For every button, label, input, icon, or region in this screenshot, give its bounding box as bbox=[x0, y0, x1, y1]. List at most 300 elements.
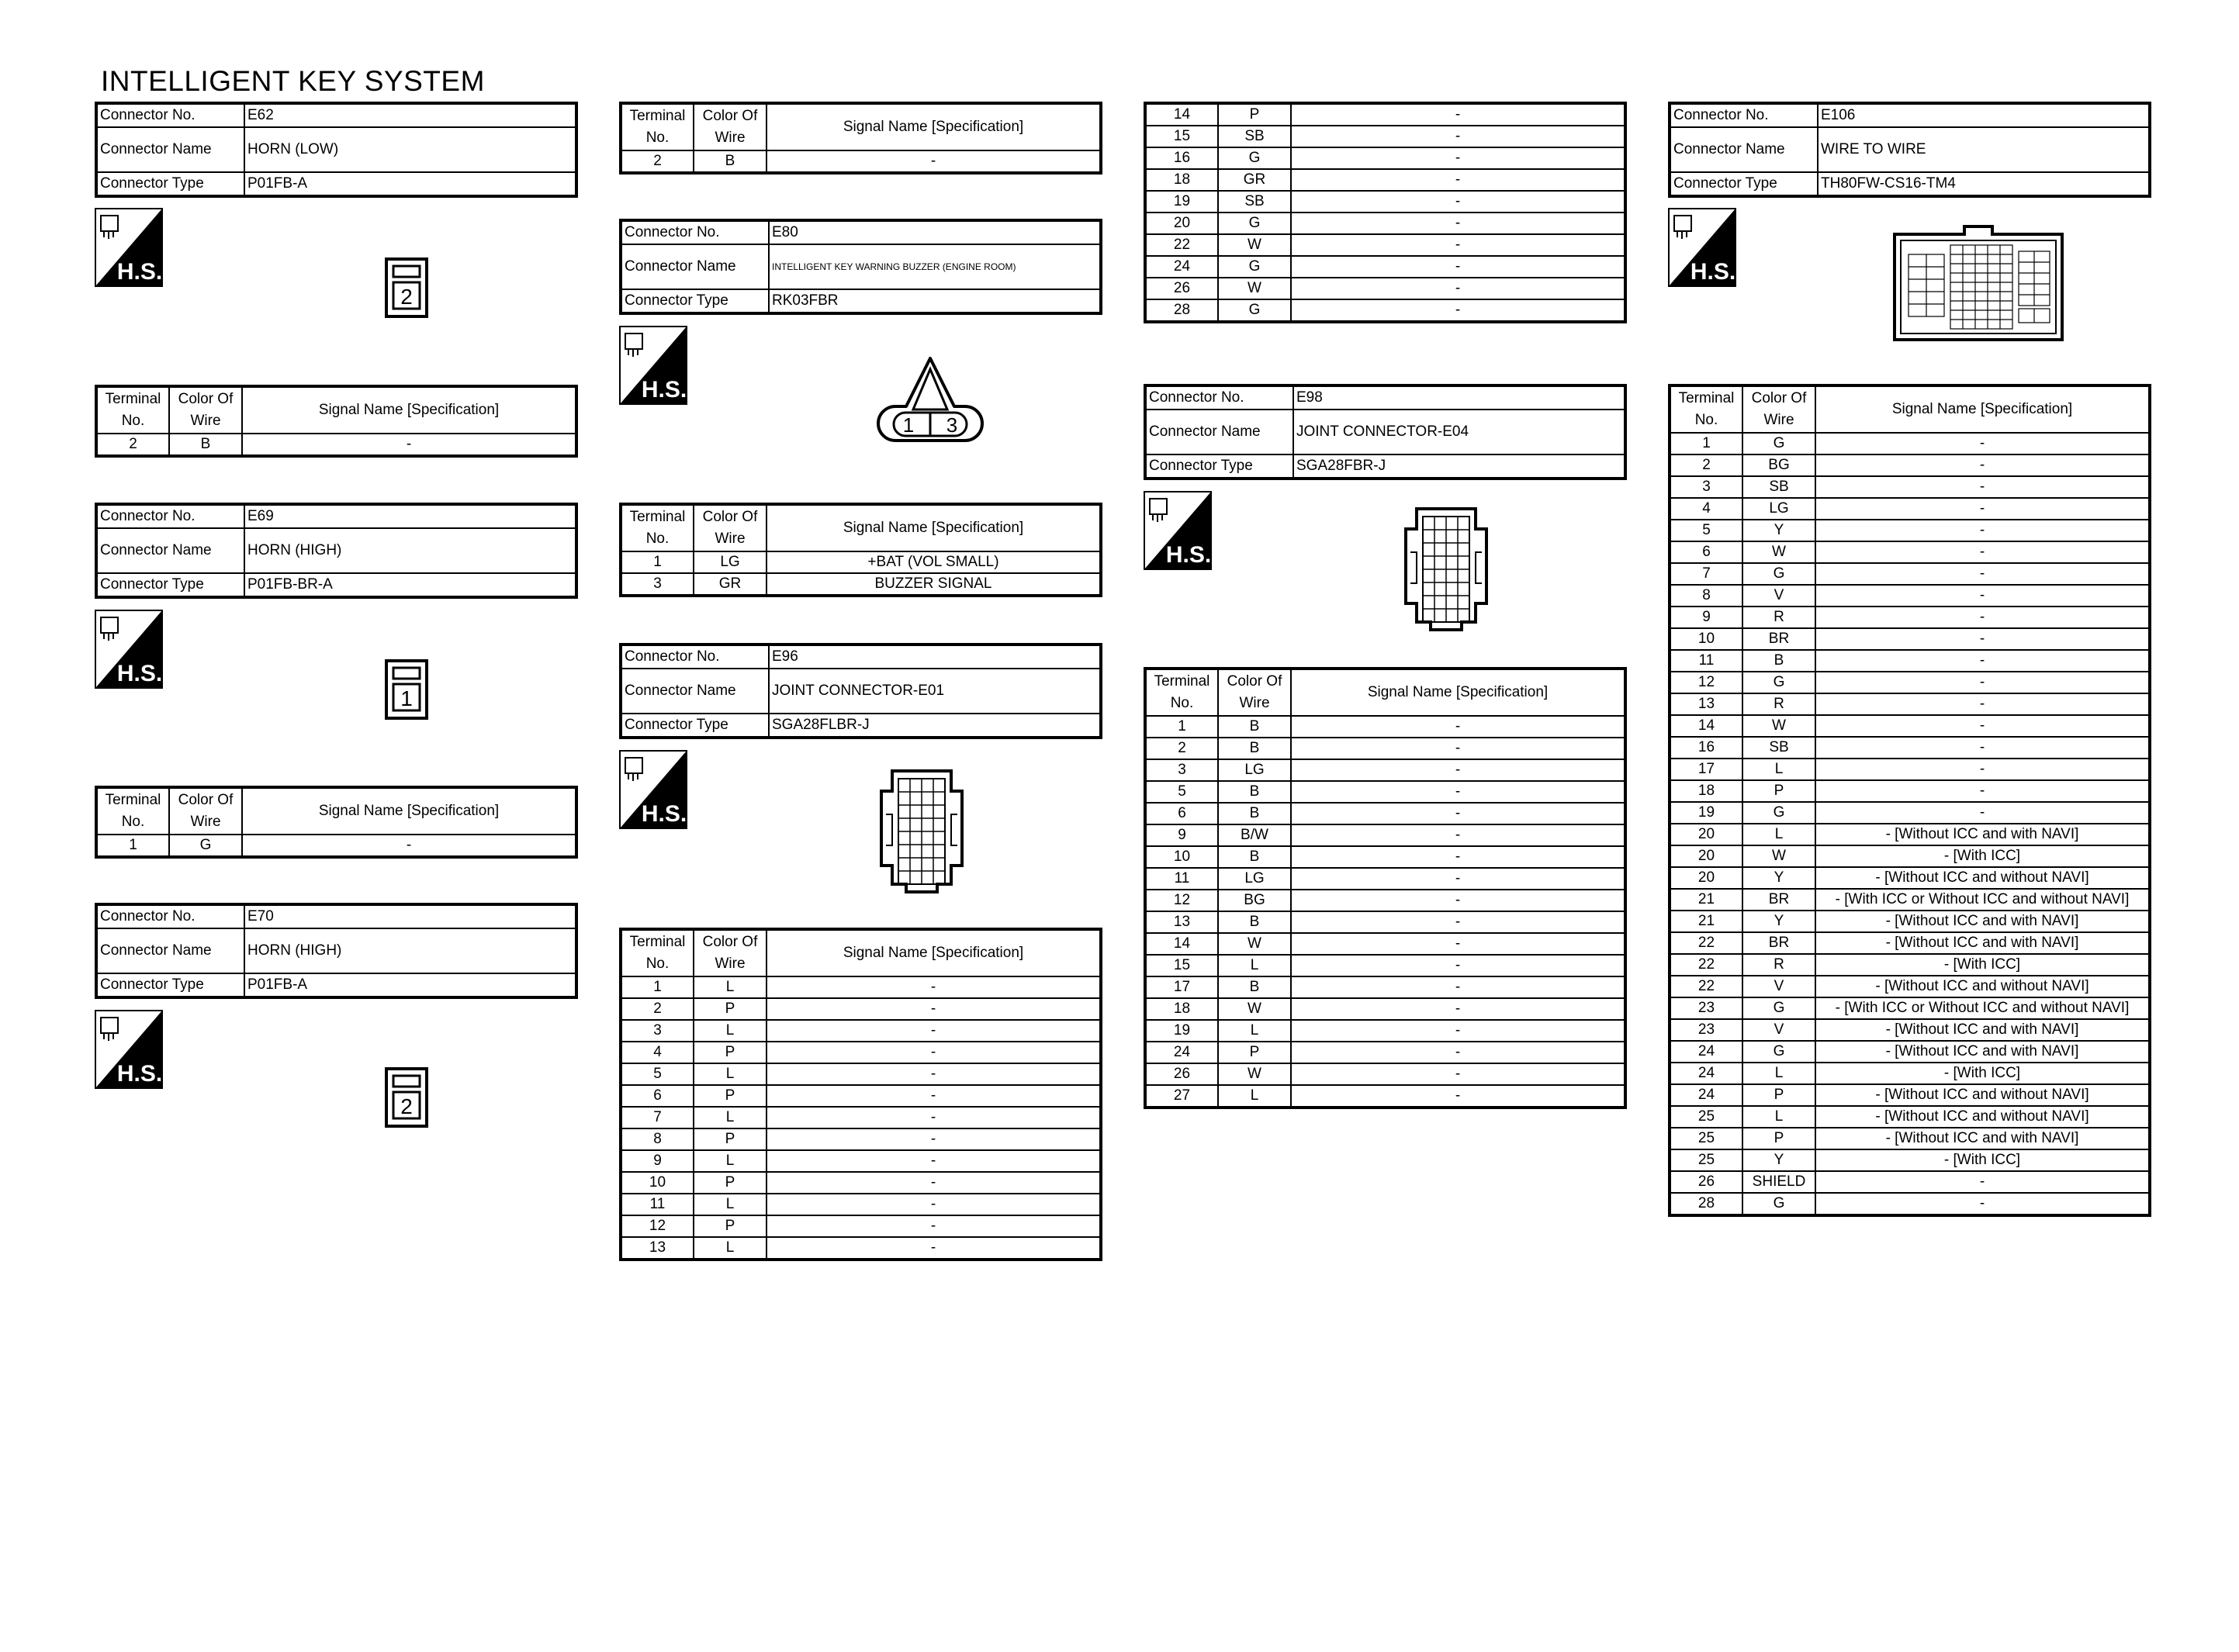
terminal-no-cell: 16 bbox=[1670, 737, 1742, 759]
terminal-no-cell: 2 bbox=[1145, 738, 1218, 759]
connector-e62-face bbox=[385, 257, 428, 322]
table-row bbox=[1670, 498, 2150, 520]
terminal-no-cell: 6 bbox=[1670, 541, 1742, 563]
wire-color-cell: SHIELD bbox=[1742, 1171, 1815, 1193]
signal-name-cell: - bbox=[1291, 147, 1625, 169]
terminal-no-cell: 6 bbox=[1145, 803, 1218, 824]
wire-color-cell: SB bbox=[1742, 476, 1815, 498]
wire-color-cell: P bbox=[694, 1042, 767, 1063]
wire-color-cell: LG bbox=[1218, 759, 1291, 781]
table-row bbox=[1670, 476, 2150, 498]
table-row bbox=[1145, 955, 1625, 976]
wire-color-cell: L bbox=[694, 1194, 767, 1215]
signal-name-cell: - bbox=[1291, 299, 1625, 322]
table-row bbox=[1145, 911, 1625, 933]
table-row bbox=[96, 835, 576, 857]
connector-name-value: HORN (LOW) bbox=[244, 127, 576, 172]
terminal-no-cell: 15 bbox=[1145, 955, 1218, 976]
connector-name-value: JOINT CONNECTOR-E01 bbox=[769, 669, 1101, 714]
terminal-no-cell: 22 bbox=[1145, 234, 1218, 256]
col-signal: Signal Name [Specification] bbox=[242, 386, 576, 434]
wire-color-cell: LG bbox=[694, 551, 767, 573]
wire-color-cell: B bbox=[1742, 650, 1815, 672]
wire-color-cell: W bbox=[1218, 1063, 1291, 1085]
signal-name-cell: - bbox=[1291, 955, 1625, 976]
terminal-table-e98 bbox=[1144, 667, 1627, 1109]
table-row bbox=[1145, 1085, 1625, 1108]
signal-name-cell: - bbox=[1291, 256, 1625, 278]
wire-color-cell: P bbox=[694, 1128, 767, 1150]
table-row bbox=[621, 1194, 1101, 1215]
table-row bbox=[1670, 520, 2150, 541]
wire-color-cell: R bbox=[1742, 693, 1815, 715]
table-row bbox=[1145, 256, 1625, 278]
terminal-no-cell: 20 bbox=[1145, 213, 1218, 234]
connector-e106-info bbox=[1668, 102, 2151, 198]
terminal-no-cell: 5 bbox=[621, 1063, 694, 1085]
terminal-no-cell: 13 bbox=[621, 1237, 694, 1260]
wire-color-cell: B bbox=[1218, 846, 1291, 868]
terminal-no-cell: 2 bbox=[1670, 454, 1742, 476]
signal-name-cell: - [With ICC] bbox=[1815, 954, 2150, 976]
table-row bbox=[1670, 780, 2150, 802]
signal-name-cell: - [Without ICC and without NAVI] bbox=[1815, 976, 2150, 997]
table-row bbox=[1670, 1041, 2150, 1063]
terminal-no-cell: 1 bbox=[621, 551, 694, 573]
signal-name-cell: - bbox=[1815, 1171, 2150, 1193]
col-signal: Signal Name [Specification] bbox=[242, 787, 576, 835]
connector-type-value: TH80FW-CS16-TM4 bbox=[1818, 172, 2150, 196]
table-row bbox=[621, 1172, 1101, 1194]
table-row bbox=[621, 1128, 1101, 1150]
table-row bbox=[1145, 103, 1625, 126]
terminal-no-cell: 19 bbox=[1670, 802, 1742, 824]
table-row bbox=[96, 434, 576, 456]
hs-icon bbox=[95, 208, 163, 287]
signal-name-cell: - bbox=[1291, 781, 1625, 803]
terminal-no-cell: 2 bbox=[621, 998, 694, 1020]
table-row bbox=[1145, 147, 1625, 169]
col-signal: Signal Name [Specification] bbox=[1815, 385, 2150, 433]
col-terminal: Terminal No. bbox=[1670, 385, 1742, 433]
col-terminal: Terminal No. bbox=[96, 386, 169, 434]
terminal-no-cell: 14 bbox=[1145, 103, 1218, 126]
table-row bbox=[1145, 716, 1625, 738]
terminal-no-cell: 19 bbox=[1145, 1020, 1218, 1042]
wire-color-cell: Y bbox=[1742, 520, 1815, 541]
wire-color-cell: P bbox=[1218, 1042, 1291, 1063]
terminal-table-e62 bbox=[95, 385, 578, 458]
signal-name-cell: - bbox=[1815, 498, 2150, 520]
signal-name-cell: - bbox=[767, 1194, 1101, 1215]
connector-type-value: P01FB-BR-A bbox=[244, 573, 576, 597]
col-terminal: Terminal No. bbox=[621, 504, 694, 551]
wire-color-cell: GR bbox=[694, 573, 767, 596]
connector-no-value: E69 bbox=[244, 504, 576, 528]
wire-color-cell: SB bbox=[1218, 126, 1291, 147]
hs-icon bbox=[1668, 208, 1736, 287]
wire-color-cell: Y bbox=[1742, 911, 1815, 932]
connector-e80-info bbox=[619, 219, 1102, 315]
signal-name-cell: - bbox=[242, 434, 576, 456]
terminal-no-cell: 10 bbox=[1145, 846, 1218, 868]
terminal-no-cell: 13 bbox=[1145, 911, 1218, 933]
wire-color-cell: P bbox=[1218, 103, 1291, 126]
table-row bbox=[1145, 890, 1625, 911]
signal-name-cell: - bbox=[1815, 585, 2150, 607]
wire-color-cell: L bbox=[1218, 1085, 1291, 1108]
wire-color-cell: L bbox=[1742, 824, 1815, 845]
wire-color-cell: GR bbox=[1218, 169, 1291, 191]
table-row bbox=[621, 551, 1101, 573]
signal-name-cell: - bbox=[1291, 191, 1625, 213]
table-row bbox=[1670, 802, 2150, 824]
table-row bbox=[621, 976, 1101, 998]
table-row bbox=[1670, 845, 2150, 867]
connector-e69-face bbox=[385, 659, 428, 724]
table-row bbox=[621, 1237, 1101, 1260]
terminal-no-cell: 10 bbox=[1670, 628, 1742, 650]
wire-color-cell: P bbox=[694, 1215, 767, 1237]
col-terminal: Terminal No. bbox=[96, 787, 169, 835]
terminal-no-cell: 5 bbox=[1145, 781, 1218, 803]
wire-color-cell: LG bbox=[1742, 498, 1815, 520]
wire-color-cell: SB bbox=[1218, 191, 1291, 213]
table-row bbox=[1670, 911, 2150, 932]
wire-color-cell: L bbox=[1218, 955, 1291, 976]
terminal-no-cell: 11 bbox=[1670, 650, 1742, 672]
wire-color-cell: SB bbox=[1742, 737, 1815, 759]
col-color: Color Of Wire bbox=[1742, 385, 1815, 433]
signal-name-cell: - bbox=[242, 835, 576, 857]
wire-color-cell: Y bbox=[1742, 1149, 1815, 1171]
terminal-no-cell: 25 bbox=[1670, 1128, 1742, 1149]
wire-color-cell: L bbox=[694, 1020, 767, 1042]
wire-color-cell: L bbox=[1218, 1020, 1291, 1042]
wire-color-cell: G bbox=[169, 835, 242, 857]
signal-name-cell: - bbox=[1815, 476, 2150, 498]
terminal-table-e80 bbox=[619, 503, 1102, 597]
svg-text:3: 3 bbox=[946, 413, 958, 437]
wire-color-cell: B bbox=[169, 434, 242, 456]
signal-name-cell: - bbox=[1815, 433, 2150, 454]
terminal-no-cell: 10 bbox=[621, 1172, 694, 1194]
connector-e96-info bbox=[619, 643, 1102, 739]
table-row bbox=[1670, 889, 2150, 911]
label-connector-type: Connector Type bbox=[96, 573, 244, 597]
label-connector-no: Connector No. bbox=[96, 103, 244, 127]
signal-name-cell: - [Without ICC and with NAVI] bbox=[1815, 932, 2150, 954]
signal-name-cell: - bbox=[1815, 650, 2150, 672]
wire-color-cell: W bbox=[1742, 715, 1815, 737]
wire-color-cell: W bbox=[1742, 541, 1815, 563]
connector-name-value: WIRE TO WIRE bbox=[1818, 127, 2150, 172]
signal-name-cell: - [Without ICC and with NAVI] bbox=[1815, 1019, 2150, 1041]
col-signal: Signal Name [Specification] bbox=[767, 929, 1101, 976]
terminal-no-cell: 17 bbox=[1145, 976, 1218, 998]
table-row bbox=[1670, 976, 2150, 997]
connector-name-value: HORN (HIGH) bbox=[244, 928, 576, 973]
connector-no-value: E80 bbox=[769, 220, 1101, 244]
signal-name-cell: - bbox=[1815, 541, 2150, 563]
signal-name-cell: - bbox=[1815, 780, 2150, 802]
wire-color-cell: L bbox=[694, 976, 767, 998]
signal-name-cell: - [Without ICC and with NAVI] bbox=[1815, 1041, 2150, 1063]
table-row bbox=[1670, 1063, 2150, 1084]
wire-color-cell: LG bbox=[1218, 868, 1291, 890]
col-color: Color Of Wire bbox=[694, 929, 767, 976]
signal-name-cell: - bbox=[1291, 278, 1625, 299]
table-row bbox=[1145, 169, 1625, 191]
table-row bbox=[1145, 299, 1625, 322]
label-connector-type: Connector Type bbox=[621, 714, 769, 738]
signal-name-cell: - bbox=[1291, 234, 1625, 256]
signal-name-cell: - bbox=[1291, 103, 1625, 126]
terminal-no-cell: 25 bbox=[1670, 1106, 1742, 1128]
signal-name-cell: - [With ICC] bbox=[1815, 1149, 2150, 1171]
wire-color-cell: P bbox=[694, 1085, 767, 1107]
signal-name-cell: - bbox=[1291, 126, 1625, 147]
table-row bbox=[1670, 693, 2150, 715]
table-row bbox=[1670, 585, 2150, 607]
signal-name-cell: - bbox=[1291, 759, 1625, 781]
wire-color-cell: G bbox=[1742, 802, 1815, 824]
wire-color-cell: B bbox=[1218, 976, 1291, 998]
connector-e96-face bbox=[875, 768, 968, 899]
connector-type-value: RK03FBR bbox=[769, 289, 1101, 313]
signal-name-cell: - [Without ICC and without NAVI] bbox=[1815, 1106, 2150, 1128]
svg-text:H.S.: H.S. bbox=[116, 661, 163, 686]
terminal-no-cell: 11 bbox=[1145, 868, 1218, 890]
terminal-no-cell: 27 bbox=[1145, 1085, 1218, 1108]
wire-color-cell: W bbox=[1218, 998, 1291, 1020]
wire-color-cell: G bbox=[1218, 213, 1291, 234]
table-row bbox=[1145, 803, 1625, 824]
label-connector-name: Connector Name bbox=[96, 528, 244, 573]
table-row bbox=[621, 1085, 1101, 1107]
terminal-no-cell: 24 bbox=[1670, 1063, 1742, 1084]
signal-name-cell: - bbox=[767, 1085, 1101, 1107]
terminal-no-cell: 4 bbox=[621, 1042, 694, 1063]
label-connector-name: Connector Name bbox=[1145, 410, 1293, 454]
wire-color-cell: G bbox=[1742, 1193, 1815, 1215]
table-row bbox=[1670, 867, 2150, 889]
wire-color-cell: L bbox=[694, 1150, 767, 1172]
terminal-no-cell: 14 bbox=[1145, 933, 1218, 955]
terminal-table-e96-part2 bbox=[1144, 102, 1627, 323]
signal-name-cell: - bbox=[767, 1128, 1101, 1150]
wire-color-cell: W bbox=[1218, 278, 1291, 299]
signal-name-cell: - bbox=[1291, 911, 1625, 933]
terminal-table-e106 bbox=[1668, 384, 2151, 1217]
wire-color-cell: B bbox=[694, 150, 767, 173]
table-row bbox=[1145, 759, 1625, 781]
terminal-no-cell: 24 bbox=[1145, 256, 1218, 278]
wire-color-cell: V bbox=[1742, 585, 1815, 607]
signal-name-cell: - bbox=[1815, 454, 2150, 476]
connector-e70-info bbox=[95, 903, 578, 999]
terminal-no-cell: 13 bbox=[1670, 693, 1742, 715]
wire-color-cell: BR bbox=[1742, 932, 1815, 954]
table-row bbox=[1670, 672, 2150, 693]
terminal-no-cell: 1 bbox=[621, 976, 694, 998]
terminal-no-cell: 3 bbox=[621, 573, 694, 596]
table-row bbox=[1670, 737, 2150, 759]
table-row bbox=[1145, 126, 1625, 147]
label-connector-type: Connector Type bbox=[1145, 454, 1293, 479]
signal-name-cell: - bbox=[1291, 824, 1625, 846]
terminal-no-cell: 21 bbox=[1670, 889, 1742, 911]
wire-color-cell: B/W bbox=[1218, 824, 1291, 846]
connector-name-value: HORN (HIGH) bbox=[244, 528, 576, 573]
col-terminal: Terminal No. bbox=[1145, 669, 1218, 716]
wire-color-cell: P bbox=[1742, 1128, 1815, 1149]
connector-name-value: INTELLIGENT KEY WARNING BUZZER (ENGINE ROOM) bbox=[769, 244, 1101, 289]
signal-name-cell: - bbox=[1291, 1085, 1625, 1108]
signal-name-cell: - [With ICC or Without ICC and without NAVI] bbox=[1815, 997, 2150, 1019]
signal-name-cell: - bbox=[1291, 213, 1625, 234]
table-row bbox=[1670, 824, 2150, 845]
wire-color-cell: V bbox=[1742, 976, 1815, 997]
signal-name-cell: - bbox=[1291, 890, 1625, 911]
svg-text:1: 1 bbox=[902, 413, 915, 437]
signal-name-cell: - [Without ICC and with NAVI] bbox=[1815, 911, 2150, 932]
terminal-no-cell: 14 bbox=[1670, 715, 1742, 737]
hs-icon bbox=[95, 610, 163, 689]
table-row bbox=[1670, 1171, 2150, 1193]
pin-label: 2 bbox=[400, 1094, 413, 1118]
wire-color-cell: P bbox=[1742, 1084, 1815, 1106]
terminal-no-cell: 9 bbox=[1670, 607, 1742, 628]
terminal-no-cell: 20 bbox=[1670, 867, 1742, 889]
terminal-no-cell: 22 bbox=[1670, 976, 1742, 997]
signal-name-cell: - [Without ICC and without NAVI] bbox=[1815, 867, 2150, 889]
connector-e106-face bbox=[1882, 223, 2075, 354]
wire-color-cell: W bbox=[1218, 933, 1291, 955]
hs-icon bbox=[619, 750, 687, 829]
hs-icon bbox=[619, 326, 687, 405]
wire-color-cell: G bbox=[1742, 1041, 1815, 1063]
table-row bbox=[1145, 234, 1625, 256]
signal-name-cell: - bbox=[767, 1107, 1101, 1128]
connector-no-value: E70 bbox=[244, 904, 576, 928]
terminal-no-cell: 18 bbox=[1145, 169, 1218, 191]
col-signal: Signal Name [Specification] bbox=[1291, 669, 1625, 716]
table-row bbox=[1670, 1149, 2150, 1171]
terminal-no-cell: 20 bbox=[1670, 845, 1742, 867]
connector-no-value: E62 bbox=[244, 103, 576, 127]
signal-name-cell: - bbox=[767, 998, 1101, 1020]
signal-name-cell: - bbox=[1291, 1042, 1625, 1063]
terminal-no-cell: 5 bbox=[1670, 520, 1742, 541]
label-connector-no: Connector No. bbox=[621, 220, 769, 244]
signal-name-cell: - bbox=[1291, 1020, 1625, 1042]
label-connector-name: Connector Name bbox=[96, 127, 244, 172]
table-row bbox=[1145, 738, 1625, 759]
svg-text:H.S.: H.S. bbox=[116, 259, 163, 285]
terminal-no-cell: 28 bbox=[1145, 299, 1218, 322]
wire-color-cell: BG bbox=[1218, 890, 1291, 911]
connector-e80-face bbox=[874, 355, 987, 448]
table-row bbox=[621, 1020, 1101, 1042]
connector-e98-face bbox=[1400, 506, 1493, 637]
label-connector-no: Connector No. bbox=[96, 504, 244, 528]
table-row bbox=[1145, 1042, 1625, 1063]
connector-no-value: E98 bbox=[1293, 385, 1625, 410]
table-row bbox=[1670, 715, 2150, 737]
wire-color-cell: P bbox=[694, 1172, 767, 1194]
signal-name-cell: - [With ICC] bbox=[1815, 845, 2150, 867]
terminal-no-cell: 2 bbox=[96, 434, 169, 456]
table-row bbox=[1670, 607, 2150, 628]
col-terminal: Terminal No. bbox=[621, 103, 694, 150]
terminal-no-cell: 1 bbox=[1145, 716, 1218, 738]
terminal-no-cell: 24 bbox=[1670, 1084, 1742, 1106]
connector-name-value: JOINT CONNECTOR-E04 bbox=[1293, 410, 1625, 454]
table-row bbox=[1145, 998, 1625, 1020]
connector-type-value: P01FB-A bbox=[244, 172, 576, 196]
table-row bbox=[621, 1063, 1101, 1085]
wire-color-cell: P bbox=[1742, 780, 1815, 802]
signal-name-cell: - [Without ICC and without NAVI] bbox=[1815, 1084, 2150, 1106]
table-row bbox=[621, 1042, 1101, 1063]
pin-label: 2 bbox=[400, 285, 413, 309]
signal-name-cell: - bbox=[1815, 520, 2150, 541]
terminal-no-cell: 22 bbox=[1670, 932, 1742, 954]
wire-color-cell: B bbox=[1218, 738, 1291, 759]
wire-color-cell: B bbox=[1218, 781, 1291, 803]
signal-name-cell: - bbox=[1815, 607, 2150, 628]
terminal-no-cell: 22 bbox=[1670, 954, 1742, 976]
table-row bbox=[621, 1215, 1101, 1237]
terminal-no-cell: 12 bbox=[1670, 672, 1742, 693]
terminal-no-cell: 4 bbox=[1670, 498, 1742, 520]
terminal-table-e69 bbox=[95, 786, 578, 859]
signal-name-cell: - [With ICC or Without ICC and without NAVI] bbox=[1815, 889, 2150, 911]
signal-name-cell: - bbox=[767, 1150, 1101, 1172]
signal-name-cell: +BAT (VOL SMALL) bbox=[767, 551, 1101, 573]
table-row bbox=[1145, 781, 1625, 803]
terminal-no-cell: 8 bbox=[1670, 585, 1742, 607]
signal-name-cell: - [Without ICC and with NAVI] bbox=[1815, 824, 2150, 845]
table-row bbox=[1670, 1128, 2150, 1149]
terminal-no-cell: 9 bbox=[621, 1150, 694, 1172]
signal-name-cell: - bbox=[767, 1215, 1101, 1237]
table-row bbox=[1670, 628, 2150, 650]
terminal-no-cell: 26 bbox=[1670, 1171, 1742, 1193]
signal-name-cell: - bbox=[1815, 693, 2150, 715]
signal-name-cell: - bbox=[1291, 846, 1625, 868]
table-row bbox=[1670, 1193, 2150, 1215]
terminal-no-cell: 16 bbox=[1145, 147, 1218, 169]
signal-name-cell: - bbox=[1291, 169, 1625, 191]
terminal-no-cell: 7 bbox=[621, 1107, 694, 1128]
signal-name-cell: - bbox=[1291, 803, 1625, 824]
table-row bbox=[1145, 976, 1625, 998]
table-row bbox=[1145, 278, 1625, 299]
wire-color-cell: B bbox=[1218, 803, 1291, 824]
wire-color-cell: R bbox=[1742, 607, 1815, 628]
svg-text:H.S.: H.S. bbox=[1690, 259, 1736, 285]
signal-name-cell: - bbox=[1815, 737, 2150, 759]
col-color: Color Of Wire bbox=[694, 504, 767, 551]
terminal-no-cell: 7 bbox=[1670, 563, 1742, 585]
wire-color-cell: G bbox=[1218, 147, 1291, 169]
terminal-no-cell: 8 bbox=[621, 1128, 694, 1150]
col-signal: Signal Name [Specification] bbox=[767, 103, 1101, 150]
table-row bbox=[1145, 824, 1625, 846]
signal-name-cell: BUZZER SIGNAL bbox=[767, 573, 1101, 596]
